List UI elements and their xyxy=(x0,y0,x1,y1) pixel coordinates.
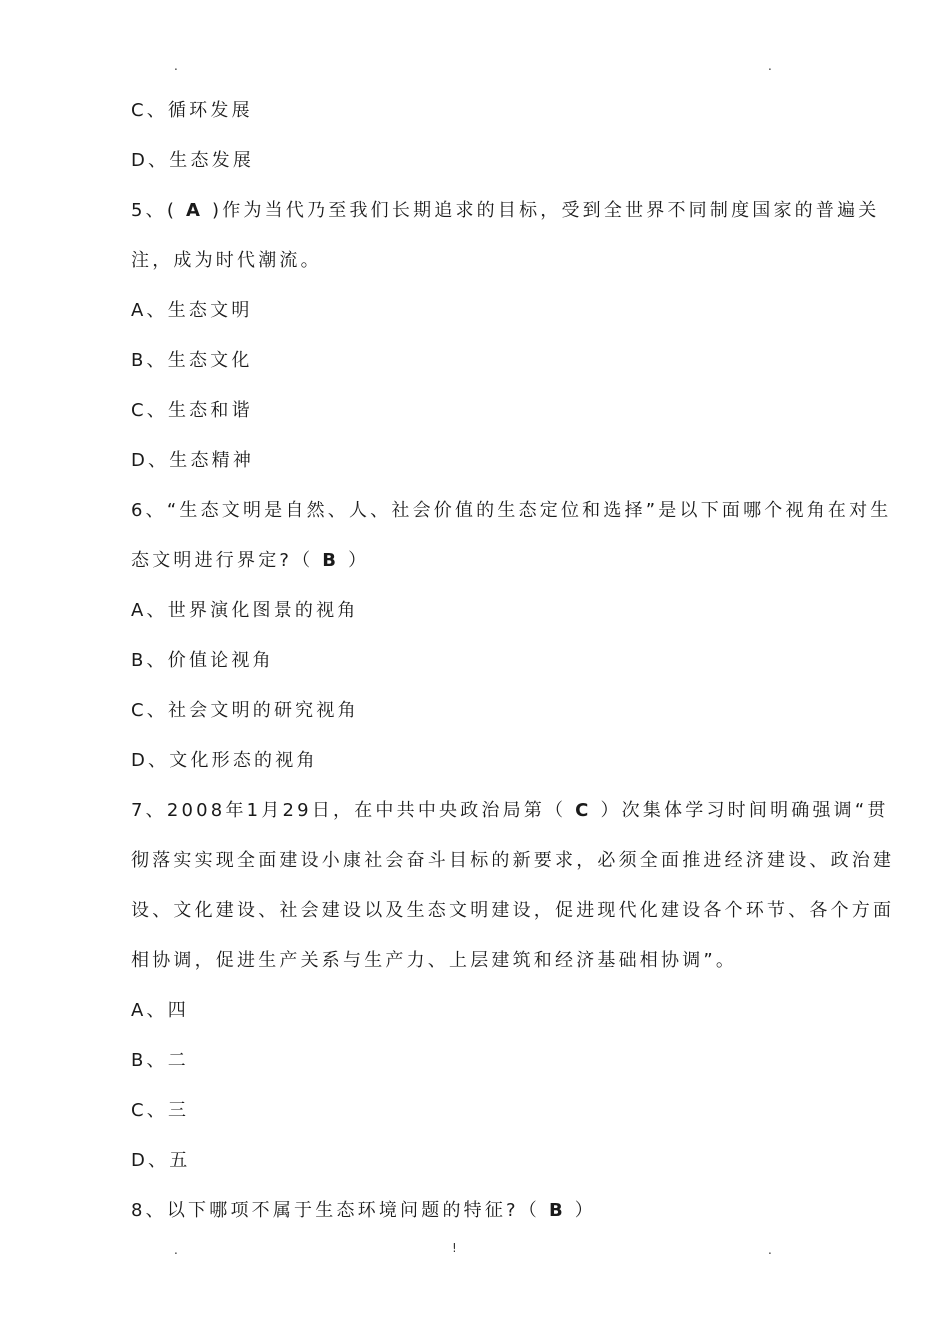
answer-mark: C xyxy=(575,800,592,821)
question-line: 相协调，促进生产关系与生产力、上层建筑和经济基础相协调”。 xyxy=(131,950,738,971)
question-text-pre: 5、( xyxy=(131,200,186,221)
question-text-post: ） xyxy=(339,550,370,571)
question-line xyxy=(131,545,821,595)
option-line: D、生态发展 xyxy=(131,150,255,171)
question-text-post: ）次集体学习时间明确强调“贯 xyxy=(591,800,889,821)
question-line: 设、文化建设、社会建设以及生态文明建设，促进现代化建设各个环节、各个方面 xyxy=(131,900,895,921)
question-line: 彻落实实现全面建设小康社会奋斗目标的新要求，必须全面推进经济建设、政治建 xyxy=(131,850,895,871)
document-body xyxy=(131,95,895,1245)
option-line: B、价值论视角 xyxy=(131,650,274,671)
answer-mark: A xyxy=(186,200,204,221)
question-line: 注，成为时代潮流。 xyxy=(131,250,322,271)
question-text-pre: 态文明进行界定?（ xyxy=(131,550,323,571)
option-line: D、五 xyxy=(131,1150,191,1171)
question-text-pre: 8、以下哪项不属于生态环境问题的特征?（ xyxy=(131,1200,549,1221)
question-line xyxy=(131,1195,821,1245)
question-line xyxy=(131,195,880,245)
footer-mark-center: ! xyxy=(452,1241,457,1255)
question-text-post: ） xyxy=(565,1200,596,1221)
footer-mark-left: . xyxy=(174,1243,178,1257)
option-line: A、生态文明 xyxy=(131,300,253,321)
question-line xyxy=(131,795,889,845)
header-mark-right: . xyxy=(768,59,772,73)
question-text-pre: 7、2008年1月29日，在中共中央政治局第（ xyxy=(131,800,576,821)
option-line: D、生态精神 xyxy=(131,450,255,471)
option-line: A、四 xyxy=(131,1000,189,1021)
answer-mark: B xyxy=(322,550,340,571)
question-line: 6、“生态文明是自然、人、社会价值的生态定位和选择”是以下面哪个视角在对生 xyxy=(131,500,892,521)
header-mark-left: . xyxy=(174,59,178,73)
footer-mark-right: . xyxy=(768,1243,772,1257)
option-line: C、三 xyxy=(131,1100,190,1121)
option-line: D、文化形态的视角 xyxy=(131,750,318,771)
option-line: C、社会文明的研究视角 xyxy=(131,700,359,721)
option-line: C、循环发展 xyxy=(131,100,253,121)
option-line: B、生态文化 xyxy=(131,350,253,371)
option-line: B、二 xyxy=(131,1050,189,1071)
question-text-post: )作为当代乃至我们长期追求的目标，受到全世界不同制度国家的普遍关 xyxy=(203,200,880,221)
answer-mark: B xyxy=(548,1200,566,1221)
option-line: A、世界演化图景的视角 xyxy=(131,600,359,621)
option-line: C、生态和谐 xyxy=(131,400,253,421)
